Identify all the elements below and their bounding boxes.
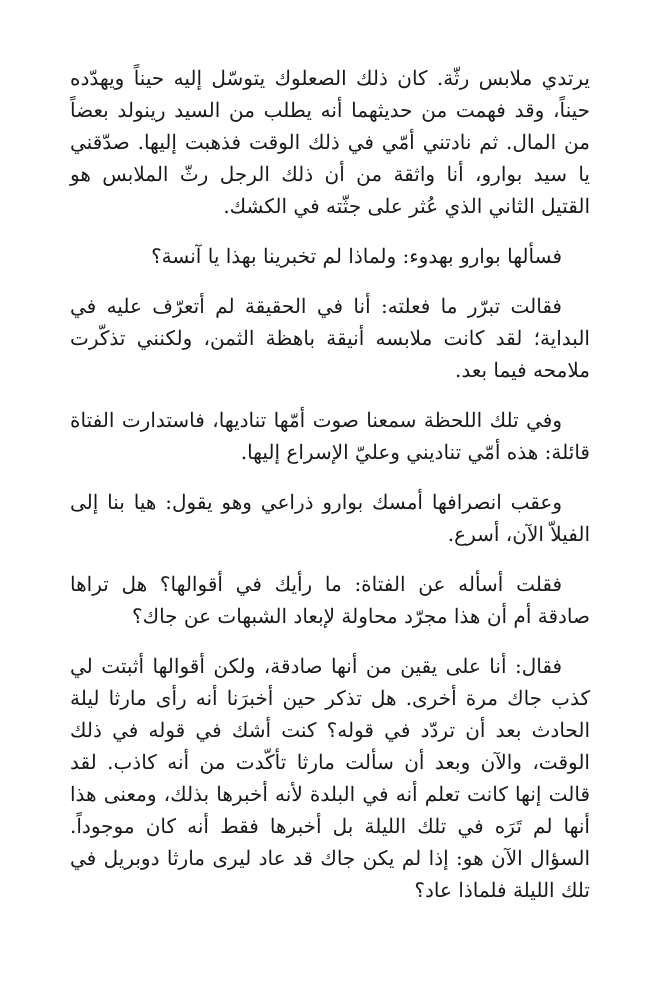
paragraph-6: فقلت أسأله عن الفتاة: ما رأيك في أقوالها؟ هل تراها صادقة أم أن هذا مجرّد محاولة لإبعاد الشبهات عن جاك؟: [70, 572, 590, 628]
paragraph-1: يرتدي ملابس رثّة. كان ذلك الصعلوك يتوسّل إليه حيناً ويهدّده حيناً، وقد فهمت من حديثهما أنه يطلب من السيد رينولد بعضاً من المال. ثم نادتني أمّي في ذلك الوقت فذهبت إليها. صدّقني يا سيد بوارو، أنا واثقة من أن ذلك الرجل رثّ الملابس هو القتيل الثاني الذي عُثر على جثّته في الكشك.: [70, 66, 590, 218]
paragraph-7: فقال: أنا على يقين من أنها صادقة، ولكن أقوالها أثبتت لي كذب جاك مرة أخرى. هل تذكر حين أخبرَنا أنه رأى مارثا ليلة الحادث بعد أن تردّد في قوله؟ كنت أشك في قوله في ذلك الوقت، والآن وبعد أن سألت مارثا تأكّدت من أنه كاذب. لقد قالت إنها كانت تعلم أنه في البلدة لأنه أخبرها بذلك، ومعنى هذا أنها لم تَرَه في تلك الليلة بل أخبرها فقط أنه كان موجوداً. السؤال الآن هو: إذا لم يكن جاك قد عاد ليرى مارثا دوبريل في تلك الليلة فلماذا عاد؟: [70, 654, 590, 902]
book-page-text: [70, 62, 590, 924]
paragraph-2: فسألها بوارو بهدوء: ولماذا لم تخبرينا بهذا يا آنسة؟: [151, 244, 562, 268]
paragraph-4: وفي تلك اللحظة سمعنا صوت أمّها تناديها، فاستدارت الفتاة قائلة: هذه أمّي تناديني وعليّ الإسراع إليها.: [70, 408, 590, 464]
paragraph-5: وعقب انصرافها أمسك بوارو ذراعي وهو يقول: هيا بنا إلى الفيلاّ الآن، أسرع.: [70, 490, 590, 546]
paragraph-3: فقالت تبرّر ما فعلته: أنا في الحقيقة لم أتعرّف عليه في البداية؛ لقد كانت ملابسه أنيقة باهظة الثمن، ولكنني تذكّرت ملامحه فيما بعد.: [70, 294, 590, 382]
